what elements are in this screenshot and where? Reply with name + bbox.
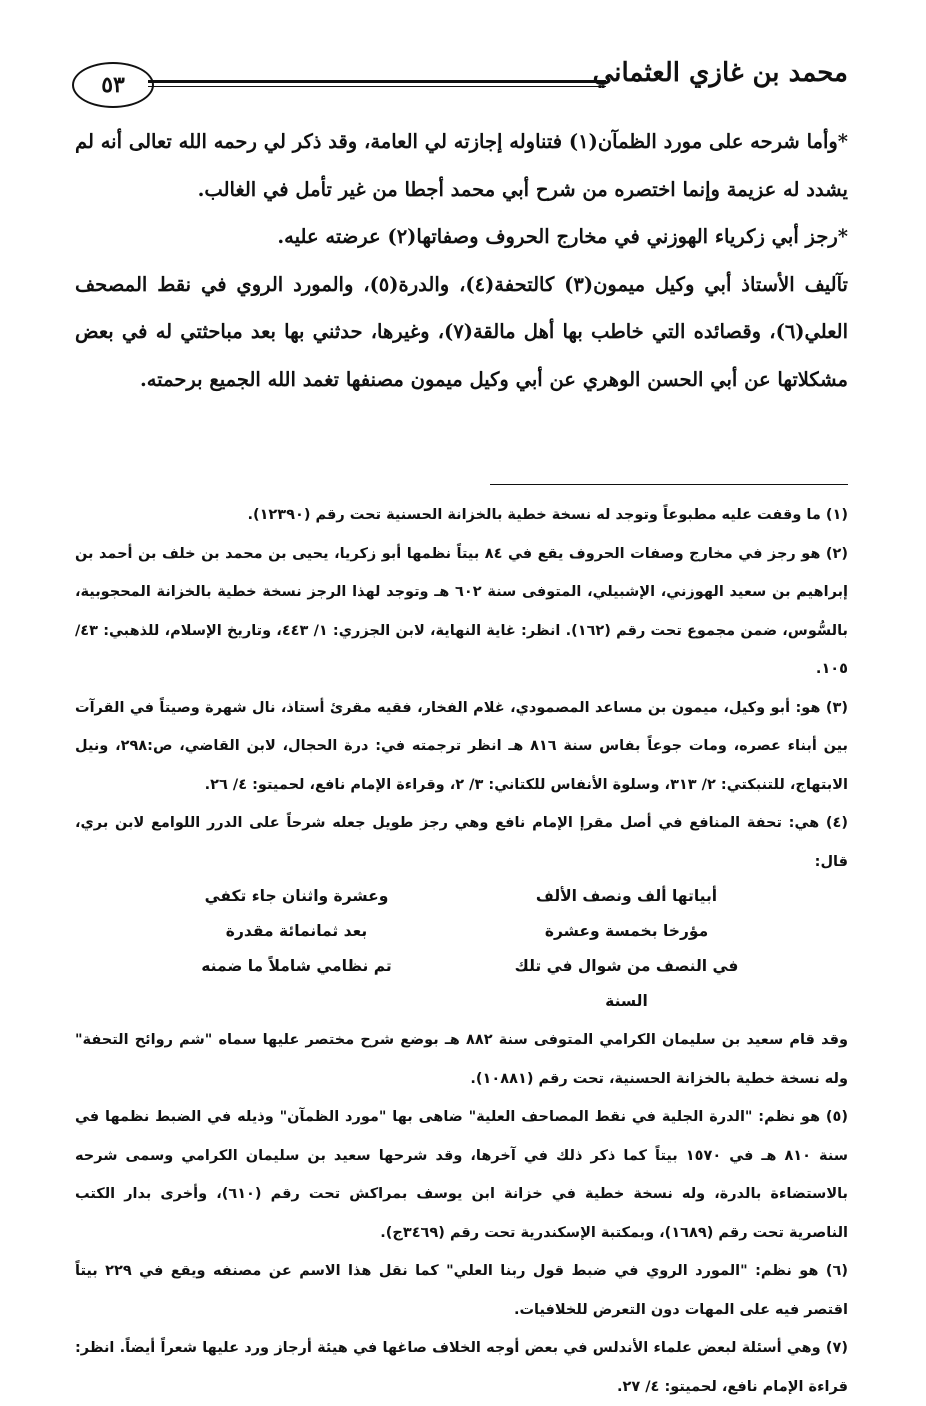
poem-verse-3a: في النصف من شوال في تلك السنة xyxy=(514,957,739,1010)
main-text xyxy=(75,118,848,403)
footnote-5: (٥) هو نظم: "الدرة الجلية في نقط المصاحف العلية" ضاهى بها "مورد الظمآن" وذيله في الضبط نظمها في سنة ٨١٠ هـ في ١٥٧٠ بيتاً كما ذكر ذلك في آخرها، وقد شرحها سعيد بن سليمان الكرامي وسمى شرحه بالاستضاءة بالدرة، وله نسخة خطية في خزانة ابن يوسف بمراكش تحت رقم (٦١٠)، وأخرى بدار الكتب الناصرية تحت رقم (١٦٨٩)، وبمكتبة الإسكندرية تحت رقم (٣٤٦٩ج). xyxy=(75,1109,849,1241)
page-number-badge xyxy=(72,62,154,108)
poem-verse-2b: بعد ثمانمائة مقدرة xyxy=(225,922,368,940)
footnotes xyxy=(75,496,848,1406)
footnote-4-rest: وقد قام سعيد بن سليمان الكرامي المتوفى سنة ٨٨٢ هـ بوضع شرح مختصر عليها سماه "شم روائح التحفة" وله نسخة خطية بالخزانة الحسنية، تحت رقم (١٠٨٨١). xyxy=(75,1032,848,1087)
header-rule-thin xyxy=(148,86,606,87)
page-number: ٥٣ xyxy=(101,72,125,98)
running-header-title: محمد بن غازي العثماني xyxy=(592,58,848,88)
header-rule xyxy=(148,80,606,83)
poem-verse-1b: وعشرة واثنان جاء تكفي xyxy=(204,887,389,905)
footnote-6: (٦) هو نظم: "المورد الروي في ضبط قول ربنا العلي" كما نقل هذا الاسم عن مصنفه ويقع في ٢٢٩ بيتاً اقتصر فيه على المهات دون التعرض للخلافيات. xyxy=(75,1263,848,1318)
footnote-7: (٧) وهي أسئلة لبعض علماء الأندلس في بعض أوجه الخلاف صاغها في هيئة أرجاز ورد عليها شعراً أيضاً. انظر: قراءة الإمام نافع، لحميتو: ٤/ ٢٧. xyxy=(75,1340,848,1395)
footnote-3: (٣) هو: أبو وكيل، ميمون بن مساعد المصمودي، غلام الفخار، فقيه مقرئ أستاذ، نال شهرة وصيتاً في القرآت بين أبناء عصره، ومات جوعاً بفاس سنة ٨١٦ هـ انظر ترجمته في: درة الحجال، لابن القاضي، ص:٢٩٨، ونيل الابتهاج، للتنبكتي: ٢/ ٣١٣، وسلوة الأنفاس للكتاني: ٣/ ٢، وقراءة الإمام نافع، لحميتو: ٤/ ٢٦. xyxy=(75,699,848,793)
footnote-4-intro: (٤) هي: تحفة المنافع في أصل مقرإ الإمام نافع وهي رجز طويل جعله شرحاً على الدرر اللوامع لابن بري، قال: xyxy=(75,815,848,870)
footnote-2: (٢) هو رجز في مخارج وصفات الحروف يقع في ٨٤ بيتاً نظمها أبو زكريا، يحيى بن محمد بن خلف بن أحمد بن إبراهيم بن سعيد الهوزني، الإشبيلي، المتوفى سنة ٦٠٢ هـ وتوجد لهذا الرجز نسخة خطية بالخزانة المحجوبية، بالسُّوس، ضمن مجموع تحت رقم (١٦٢). انظر: غاية النهاية، لابن الجزري: ١/ ٤٤٣، وتاريخ الإسلام، للذهبي: ٤٣/ ١٠٥. xyxy=(75,545,849,677)
main-paragraph-2: *رجز أبي زكرياء الهوزني في مخارج الحروف وصفاتها(٢) عرضته عليه. xyxy=(277,225,848,248)
main-paragraph-1: *وأما شرحه على مورد الظمآن(١) فتناوله إجازته لي العامة، وقد ذكر لي رحمه الله تعالى أنه لم يشدد له عزيمة وإنما اختصره من شرح أبي محمد أجطا من غير تأمل في الغالب. xyxy=(75,130,848,201)
footnote-1: (١) ما وقفت عليه مطبوعاً وتوجد له نسخة خطية بالخزانة الحسنية تحت رقم (١٢٣٩٠). xyxy=(247,507,848,523)
footnote-separator xyxy=(490,484,848,485)
main-paragraph-3: تآليف الأستاذ أبي وكيل ميمون(٣) كالتحفة(٤)، والدرة(٥)، والمورد الروي في نقط المصحف العلي(٦)، وقصائده التي خاطب بها أهل مالقة(٧)، وغيرها، حدثني بها بعد مباحثتي له في بعض مشكلاتها عن أبي الحسن الوهري عن أبي وكيل ميمون مصنفها تغمد الله الجميع برحمته. xyxy=(75,272,848,391)
poem-verse-2a: مؤرخا بخمسة وعشرة xyxy=(544,922,709,940)
poem-verse-1a: أبياتها ألف ونصف الألف xyxy=(535,887,718,905)
poem-verse-3b: تم نظامي شاملاً ما ضمنه xyxy=(201,957,392,975)
footnote-4-poem xyxy=(75,879,848,1019)
